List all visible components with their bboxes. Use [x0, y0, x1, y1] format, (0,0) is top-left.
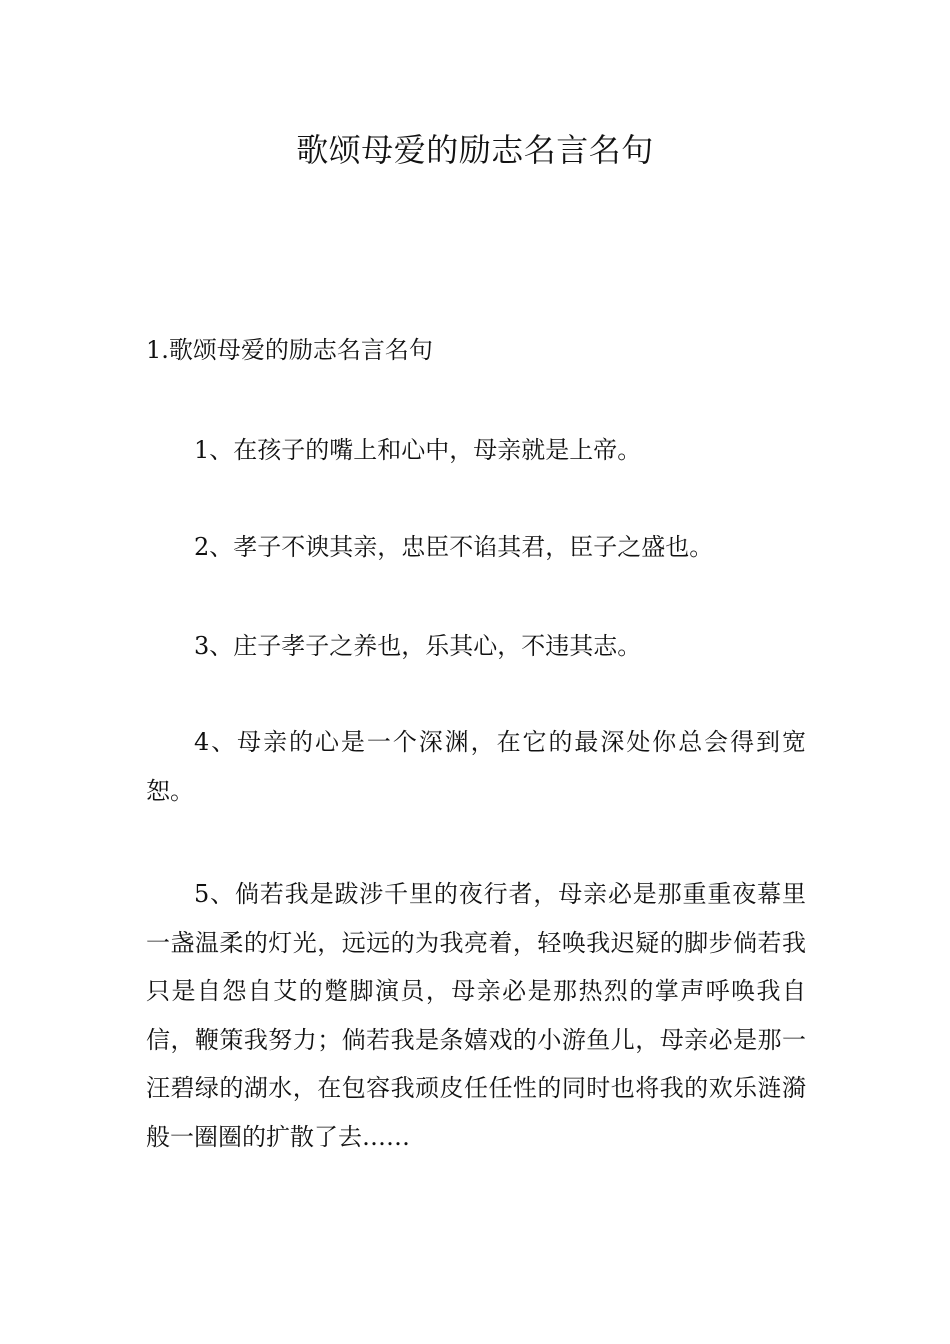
quote-paragraph-3: 3、庄子孝子之养也，乐其心，不违其志。 — [194, 632, 642, 660]
quote-paragraph-5: 5、倘若我是跋涉千里的夜行者，母亲必是那重重夜幕里一盏温柔的灯光，远远的为我亮着，轻唤我迟疑的脚步倘若我只是自怨自艾的蹩脚演员，母亲必是那热烈的掌声呼唤我自信，鞭策我努力；倘若我是条嬉戏的小游鱼儿，母亲必是那一汪碧绿的湖水，在包容我顽皮任任性的同时也将我的欢乐涟漪般一圈圈的扩散了去…… — [146, 880, 806, 1151]
document-title: 歌颂母爱的励志名言名句 — [296, 131, 654, 169]
section-heading: 1.歌颂母爱的励志名言名句 — [146, 336, 433, 364]
quote-paragraph-4: 4、母亲的心是一个深渊，在它的最深处你总会得到宽恕。 — [146, 728, 806, 805]
quote-paragraph-1: 1、在孩子的嘴上和心中，母亲就是上帝。 — [194, 436, 642, 464]
quote-paragraph-2: 2、孝子不谀其亲，忠臣不谄其君，臣子之盛也。 — [194, 533, 714, 561]
